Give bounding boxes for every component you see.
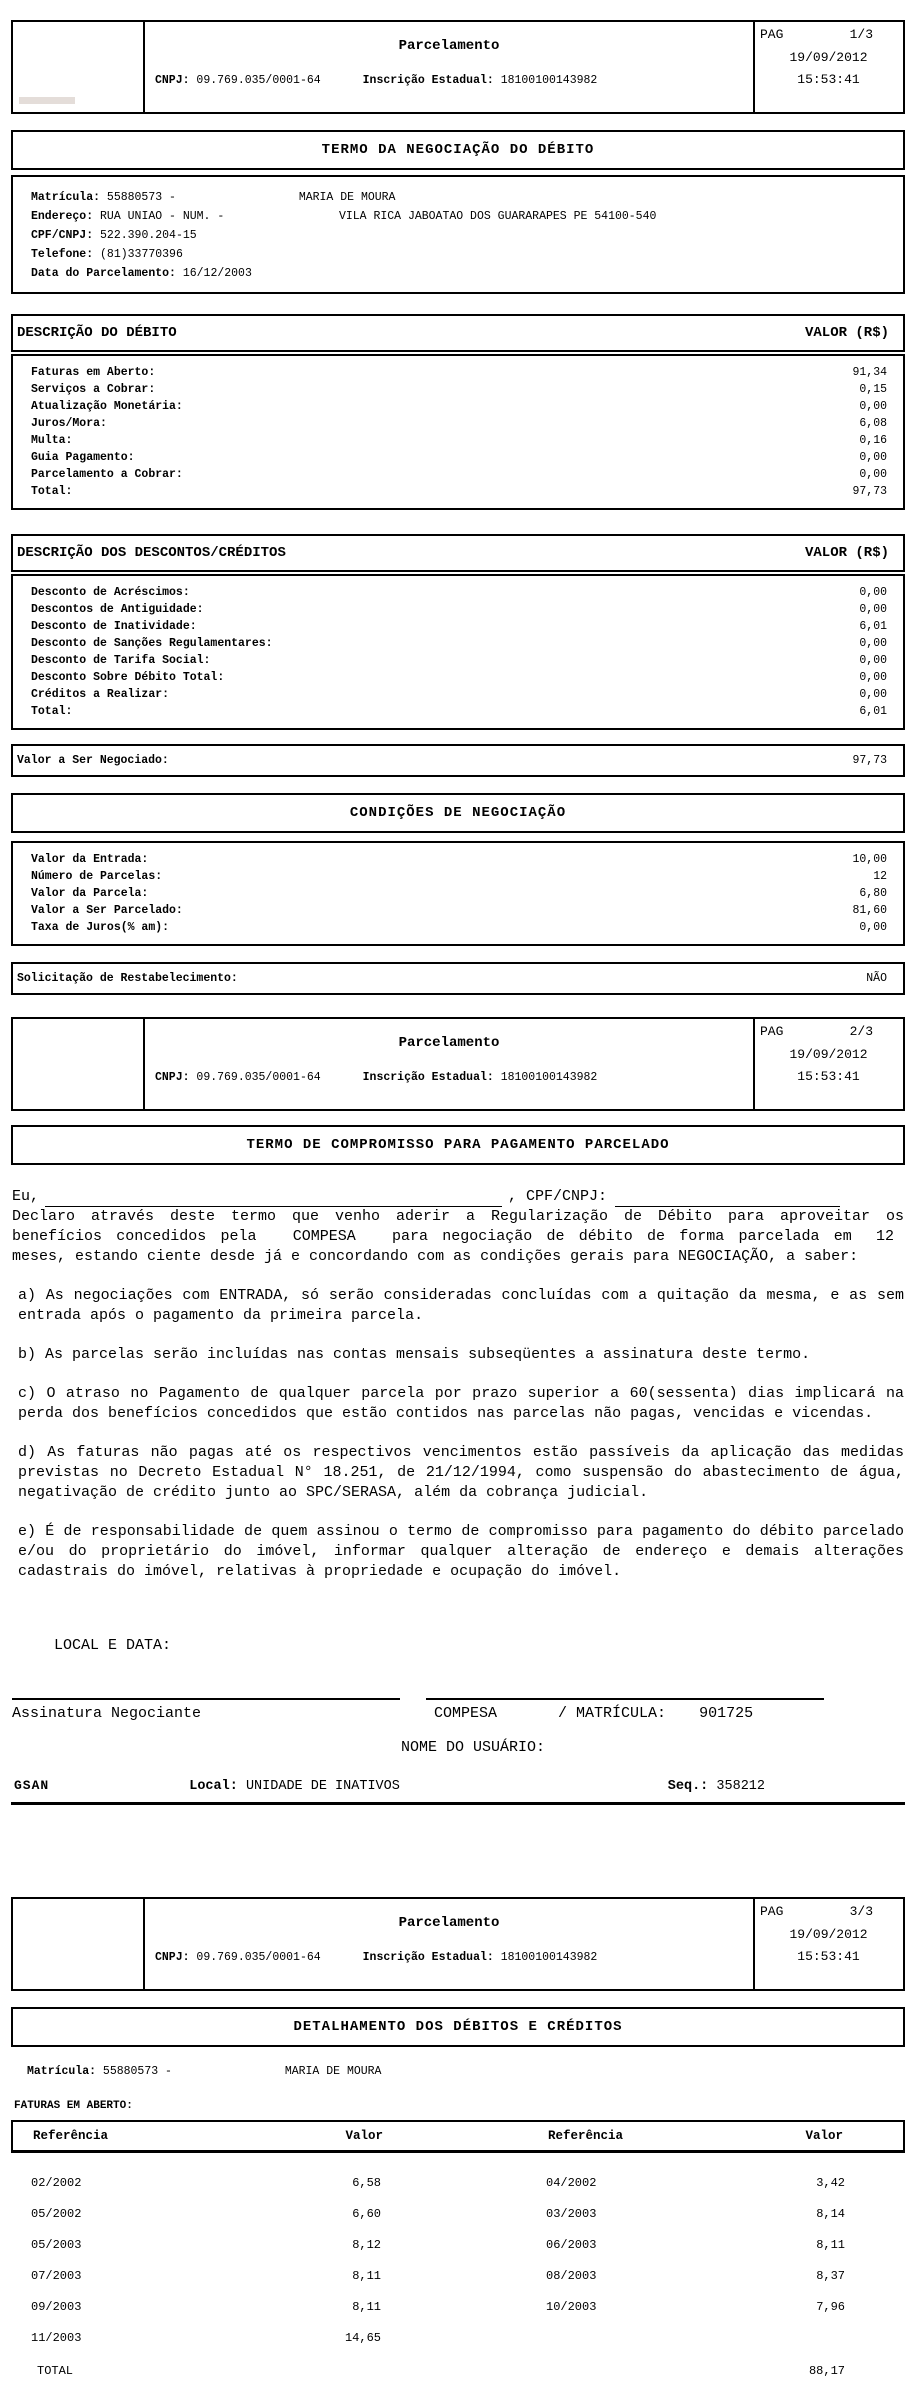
desconto-row-value: 0,00 (859, 637, 887, 650)
page-number: 2/3 (849, 1024, 873, 1039)
termo-compromisso-title: TERMO DE COMPROMISSO PARA PAGAMENTO PARCELADO (11, 1125, 905, 1165)
fatura-row (31, 2269, 845, 2283)
clause-c: c) O atraso no Pagamento de qualquer parcela por prazo superior a 60(sessenta) dias implicará na perda dos benefícios concedidos que estão contidos nas parcelas não pagas, vencidas e vicendas. (18, 1385, 904, 1422)
fatura-valor (695, 2331, 845, 2345)
debito-row (31, 417, 887, 431)
page-info-cell (753, 1019, 903, 1109)
condicao-row-value: 6,80 (859, 887, 887, 900)
header-center (145, 1899, 753, 1989)
desconto-row-value: 0,00 (859, 603, 887, 616)
page3-matricula-row (11, 2065, 905, 2078)
footer-local-label: Local: (189, 1779, 238, 1794)
fatura-row (31, 2238, 845, 2252)
debito-total-value: 97,73 (852, 485, 887, 498)
debito-section-header (11, 314, 905, 352)
condicao-row-value: 81,60 (852, 904, 887, 917)
page-3 (0, 1897, 916, 2378)
fatura-ref: 10/2003 (546, 2300, 597, 2314)
header-ids (155, 1951, 743, 1964)
desconto-row (31, 688, 887, 702)
debito-row (31, 383, 887, 397)
debito-row-value: 0,00 (859, 400, 887, 413)
condicao-row (31, 887, 887, 901)
pag-label: PAG (760, 27, 784, 42)
desconto-row-value: 0,00 (859, 586, 887, 599)
negotiator-signature-label: Assinatura Negociante (12, 1705, 202, 1722)
condicao-row-label: Valor da Parcela: (31, 887, 149, 900)
desconto-row-value: 0,00 (859, 654, 887, 667)
header-ids (155, 1071, 743, 1084)
condicao-row-label: Taxa de Juros(% am): (31, 921, 170, 934)
fatura-ref: 05/2003 (31, 2238, 82, 2252)
employee-matricula-value: 901725 (699, 1705, 754, 1722)
negotiator-signature-block (12, 1698, 400, 1724)
matricula-value: 55880573 - (102, 2065, 172, 2078)
pag-label: PAG (760, 1024, 784, 1039)
page-info-cell (753, 1899, 903, 1989)
fatura-ref: 04/2002 (546, 2176, 597, 2190)
descontos-items-box (11, 574, 905, 730)
fatura-row (31, 2176, 845, 2190)
employee-matricula-label: / MATRÍCULA: (558, 1705, 667, 1722)
debito-row-value: 0,00 (859, 468, 887, 481)
page2-footer (11, 1774, 905, 1805)
page-1 (0, 20, 916, 995)
cpf-label: CPF/CNPJ: (31, 229, 94, 242)
ie-label: Inscrição Estadual: (362, 1951, 494, 1964)
debito-row-label: Multa: (31, 434, 73, 447)
print-date: 19/09/2012 (789, 50, 868, 65)
valor-negociado-label: Valor a Ser Negociado: (17, 754, 169, 767)
page1-header (11, 20, 905, 114)
debito-row-label: Faturas em Aberto: (31, 366, 156, 379)
fatura-ref: 03/2003 (546, 2207, 597, 2221)
header-ids (155, 74, 743, 87)
desconto-row-label: Desconto de Acréscimos: (31, 586, 190, 599)
footer-local (189, 1779, 400, 1794)
debito-row-label: Atualização Monetária: (31, 400, 183, 413)
detalhamento-title: DETALHAMENTO DOS DÉBITOS E CRÉDITOS (11, 2007, 905, 2047)
debito-row (31, 434, 887, 448)
logo-area (13, 1019, 145, 1109)
matricula-label: Matrícula: (31, 191, 101, 204)
faturas-em-aberto-label: FATURAS EM ABERTO: (14, 2100, 133, 2112)
clause-d: d) As faturas não pagas até os respectivos vencimentos estão passíveis da aplicação das medidas previstas no Decreto Estadual N° 18.251, de 21/12/1994, como suspensão do abastecimento de água, negativação de crédito junto ao SPC/SERASA, além da cobrança judicial. (18, 1444, 904, 1501)
customer-info-box (11, 175, 905, 294)
condicoes-title: CONDIÇÕES DE NEGOCIAÇÃO (11, 793, 905, 833)
telefone-value: (81)33770396 (100, 248, 183, 261)
clause-a: a) As negociações com ENTRADA, só serão consideradas concluídas com a quitação da mesma, e as sem entrada após o pagamento da primeira parcela. (18, 1287, 904, 1324)
desconto-row-label: Desconto de Inatividade: (31, 620, 197, 633)
declaration-paragraph (12, 1207, 904, 1267)
debito-items-box (11, 354, 905, 510)
compesa-signature-line (426, 1698, 824, 1700)
compromisso-body (12, 1187, 904, 1758)
desconto-row-label: Desconto de Sanções Regulamentares: (31, 637, 273, 650)
desconto-row (31, 637, 887, 651)
ie-value: 18100100143982 (500, 1951, 598, 1964)
declaration-part1: Declaro através deste termo que venho aderir a Regularização de Débito para aproveitar os benefícios concedidos pela (12, 1208, 904, 1245)
data-parcelamento-value: 16/12/2003 (182, 267, 252, 280)
desconto-row-label: Créditos a Realizar: (31, 688, 170, 701)
fatura-ref: 09/2003 (31, 2300, 82, 2314)
desconto-total-value: 6,01 (859, 705, 887, 718)
desconto-total-label: Total: (31, 705, 73, 718)
document-title: Parcelamento (398, 1915, 500, 1931)
cnpj-value: 09.769.035/0001-64 (196, 1071, 321, 1084)
debito-row-label: Guia Pagamento: (31, 451, 135, 464)
debito-row-value: 6,08 (859, 417, 887, 430)
page2-header (11, 1017, 905, 1111)
cpf-blank-line (615, 1191, 840, 1207)
fatura-total-label: TOTAL (37, 2364, 74, 2378)
compesa-signature-label (426, 1704, 824, 1724)
ie-label: Inscrição Estadual: (362, 74, 494, 87)
debito-row (31, 451, 887, 465)
fatura-valor: 14,65 (344, 2331, 381, 2345)
clause-e: e) É de responsabilidade de quem assinou o termo de compromisso para pagamento do débito parcelado e/ou do proprietário do imóvel, informar qualquer alteração de endereço e demais alterações cadastrais do imóvel, relativas à propriedade e ocupação do imóvel. (18, 1523, 904, 1580)
desconto-row (31, 603, 887, 617)
col-valor-2: Valor (805, 2129, 843, 2143)
condicao-row-value: 12 (873, 870, 887, 883)
descontos-section-header (11, 534, 905, 572)
condicao-row (31, 870, 887, 884)
print-time: 15:53:41 (797, 1949, 860, 1964)
fill-in-line (12, 1187, 904, 1207)
termo-negociacao-title: TERMO DA NEGOCIAÇÃO DO DÉBITO (11, 130, 905, 170)
condicao-row (31, 921, 887, 935)
endereco-value: RUA UNIAO - NUM. - (100, 210, 225, 223)
nome-usuario-label: NOME DO USUÁRIO: (400, 1739, 546, 1756)
restabelecimento-value: NÃO (866, 972, 887, 985)
logo-area (13, 1899, 145, 1989)
condicao-row-label: Valor da Entrada: (31, 853, 149, 866)
debito-row (31, 366, 887, 380)
debito-row-value: 0,00 (859, 451, 887, 464)
debito-total-row (31, 485, 887, 499)
cnpj-label: CNPJ: (155, 74, 190, 87)
page-info-cell (753, 22, 903, 112)
fatura-total-value: 88,17 (808, 2364, 845, 2378)
client-name: MARIA DE MOURA (298, 191, 396, 204)
desconto-row (31, 586, 887, 600)
cpf-row (31, 228, 887, 243)
condicao-row (31, 853, 887, 867)
cnpj-value: 09.769.035/0001-64 (196, 74, 321, 87)
cnpj-value: 09.769.035/0001-64 (196, 1951, 321, 1964)
signature-area (12, 1698, 904, 1724)
data-parcelamento-label: Data do Parcelamento: (31, 267, 176, 280)
name-blank-line (45, 1191, 502, 1207)
condicoes-items-box (11, 841, 905, 946)
desconto-row-label: Desconto Sobre Débito Total: (31, 671, 225, 684)
cnpj-label: CNPJ: (155, 1951, 190, 1964)
print-date: 19/09/2012 (789, 1927, 868, 1942)
fatura-valor: 8,14 (816, 2207, 845, 2221)
desconto-row-value: 6,01 (859, 620, 887, 633)
cnpj-label: CNPJ: (155, 1071, 190, 1084)
debito-row-value: 0,15 (859, 383, 887, 396)
desconto-row-value: 0,00 (859, 671, 887, 684)
valor-negociado-value: 97,73 (852, 754, 887, 767)
fatura-row (31, 2207, 845, 2221)
descontos-section-title: DESCRIÇÃO DOS DESCONTOS/CRÉDITOS (17, 545, 286, 561)
company-fill-value: COMPESA (292, 1228, 356, 1245)
restabelecimento-label: Solicitação de Restabelecimento: (17, 972, 238, 985)
endereco-extra: VILA RICA JABOATAO DOS GUARARAPES PE 54100-540 (338, 210, 657, 223)
debito-row (31, 468, 887, 482)
data-parcelamento-row (31, 266, 887, 281)
condicao-row-label: Número de Parcelas: (31, 870, 163, 883)
months-fill-value: 12 (875, 1228, 894, 1245)
footer-seq (668, 1779, 765, 1794)
restabelecimento-box (11, 962, 905, 995)
document-title: Parcelamento (398, 38, 500, 54)
fatura-ref: 07/2003 (31, 2269, 82, 2283)
footer-seq-label: Seq.: (667, 1779, 709, 1794)
fatura-ref: 11/2003 (31, 2331, 82, 2345)
footer-local-value: UNIDADE DE INATIVOS (245, 1779, 400, 1794)
condicao-row-value: 10,00 (852, 853, 887, 866)
fatura-ref (381, 2331, 695, 2345)
gsan-system-label: GSAN (14, 1778, 50, 1793)
declaration-part2: para negociação de débito de forma parcelada em (392, 1228, 852, 1245)
col-referencia-1: Referência (33, 2129, 109, 2143)
fatura-valor: 8,11 (352, 2300, 381, 2314)
condicao-row-label: Valor a Ser Parcelado: (31, 904, 183, 917)
cpf-value: 522.390.204-15 (100, 229, 197, 242)
desconto-row-label: Descontos de Antiguidade: (31, 603, 204, 616)
debito-row-value: 0,16 (859, 434, 887, 447)
print-date: 19/09/2012 (789, 1047, 868, 1062)
desconto-total-row (31, 705, 887, 719)
fatura-ref: 06/2003 (546, 2238, 597, 2252)
page-2 (0, 1017, 916, 1805)
debito-section-title: DESCRIÇÃO DO DÉBITO (17, 325, 177, 341)
telefone-row (31, 247, 887, 262)
local-e-data-label: LOCAL E DATA: (54, 1637, 172, 1654)
desconto-row (31, 620, 887, 634)
ie-value: 18100100143982 (500, 1071, 598, 1084)
fatura-row (31, 2331, 845, 2345)
valor-negociado-box (11, 744, 905, 777)
cpf-cnpj-label: , CPF/CNPJ: (507, 1188, 607, 1205)
fatura-row (31, 2300, 845, 2314)
declaration-part3: meses, estando ciente desde já e concordando com as condições gerais para NEGOCIAÇÃO, a saber: (12, 1248, 859, 1265)
fatura-ref: 02/2002 (31, 2176, 82, 2190)
debito-row (31, 400, 887, 414)
client-name: MARIA DE MOURA (284, 2065, 382, 2078)
debito-row-value: 91,34 (852, 366, 887, 379)
fatura-valor: 8,37 (816, 2269, 845, 2283)
page3-header (11, 1897, 905, 1991)
fatura-valor: 7,96 (816, 2300, 845, 2314)
logo-area (13, 22, 145, 112)
faturas-table-body (11, 2153, 905, 2378)
clause-b: b) As parcelas serão incluídas nas contas mensais subseqüentes a assinatura deste termo. (18, 1346, 811, 1363)
condicao-row-value: 0,00 (859, 921, 887, 934)
document-title: Parcelamento (398, 1035, 500, 1051)
endereco-row (31, 209, 887, 224)
debito-row-label: Juros/Mora: (31, 417, 107, 430)
telefone-label: Telefone: (31, 248, 94, 261)
fatura-ref: 08/2003 (546, 2269, 597, 2283)
logo-watermark (19, 97, 75, 104)
fatura-valor: 8,12 (352, 2238, 381, 2252)
print-time: 15:53:41 (797, 1069, 860, 1084)
fatura-valor: 8,11 (352, 2269, 381, 2283)
footer-seq-value: 358212 (716, 1779, 765, 1794)
fatura-total-row (31, 2364, 845, 2378)
faturas-table-header (11, 2120, 905, 2153)
fatura-ref: 05/2002 (31, 2207, 82, 2221)
header-center (145, 1019, 753, 1109)
page-number: 3/3 (849, 1904, 873, 1919)
header-center (145, 22, 753, 112)
desconto-row-label: Desconto de Tarifa Social: (31, 654, 211, 667)
compesa-signature-block (426, 1698, 824, 1724)
condicao-row (31, 904, 887, 918)
fatura-valor: 8,11 (816, 2238, 845, 2252)
eu-label: Eu, (12, 1188, 40, 1205)
pag-label: PAG (760, 1904, 784, 1919)
col-valor-1: Valor (345, 2129, 383, 2143)
ie-value: 18100100143982 (500, 74, 598, 87)
debito-total-label: Total: (31, 485, 73, 498)
matricula-row (31, 190, 887, 205)
fatura-valor: 3,42 (816, 2176, 845, 2190)
debito-valor-header: VALOR (R$) (804, 325, 889, 341)
company-name: COMPESA (434, 1705, 498, 1722)
page-number: 1/3 (849, 27, 873, 42)
debito-row-label: Serviços a Cobrar: (31, 383, 156, 396)
matricula-label: Matrícula: (27, 2065, 97, 2078)
negotiator-signature-line (12, 1698, 400, 1700)
matricula-value: 55880573 - (106, 191, 176, 204)
ie-label: Inscrição Estadual: (362, 1071, 494, 1084)
col-referencia-2: Referência (548, 2129, 624, 2143)
debito-row-label: Parcelamento a Cobrar: (31, 468, 183, 481)
endereco-label: Endereço: (31, 210, 94, 223)
fatura-valor: 6,58 (352, 2176, 381, 2190)
desconto-row-value: 0,00 (859, 688, 887, 701)
fatura-valor: 6,60 (352, 2207, 381, 2221)
desconto-row (31, 654, 887, 668)
desconto-row (31, 671, 887, 685)
descontos-valor-header: VALOR (R$) (804, 545, 889, 561)
print-time: 15:53:41 (797, 72, 860, 87)
